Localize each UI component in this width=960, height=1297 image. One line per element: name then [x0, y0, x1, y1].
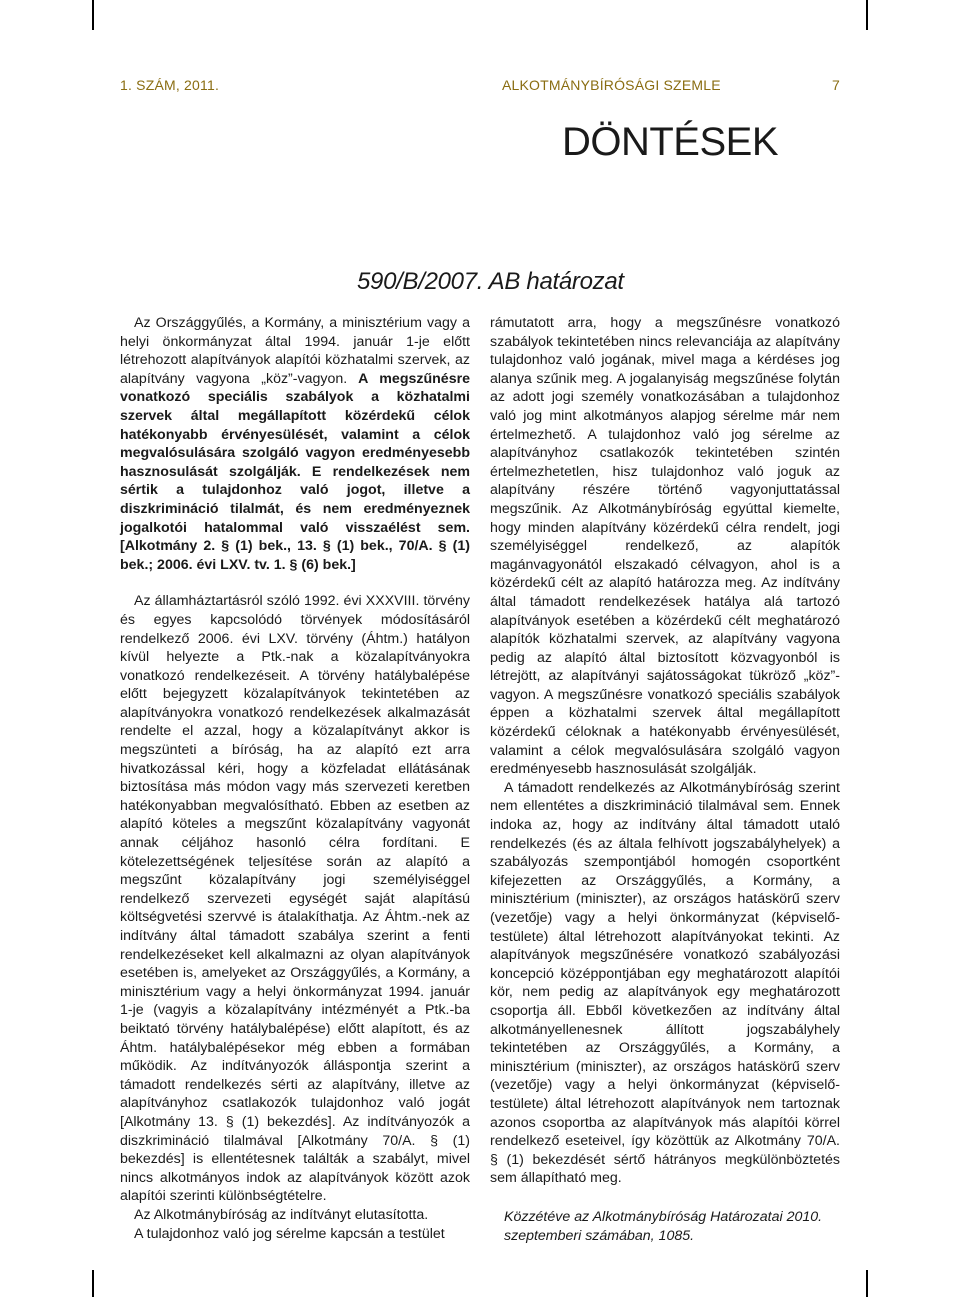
body-paragraph: Az Alkotmánybíróság az indítványt elutasította.: [134, 1206, 429, 1223]
crop-mark-bottom-right: [866, 1270, 868, 1297]
journal-name: ALKOTMÁNYBÍRÓSÁGI SZEMLE: [502, 77, 721, 93]
summary-intro: Az Országgyűlés, a Kormány, a minisztérium vagy a helyi önkormányzat által 1994. január 1-je előtt létrehozott alapítványok alapítói közhatalmi szervek, az alapítvány vagyona „köz”-vagyon.: [120, 315, 470, 387]
body-paragraph: rámutatott arra, hogy a megszűnésre vonatkozó szabályok tekintetében nincs relevanciája az alapítvány tulajdonhoz való jogának, mivel maga a kérdéses jog alanya szűnik meg. A jogalanyiság megszűnése folytán az adott jogi személy vonatkozásában a tulajdonhoz való jog mint alkotmányos alapjog sérelme már nem értelmezhető. A tulajdonhoz való jog sérelme az alapítványhoz csatlakozók tekintetében szintén értelmezhetetlen, hisz tulajdonhoz való joguk az alapítvány részére történő vagyonjuttatással megszűnik. Az Alkotmánybíróság egyúttal kiemelte, hogy minden alapítvány közérdekű célra rendelt, jogi személyiséggel rendelkező, az alapítók magánvagyonától elszakadó célvagyon, ahol is a közérdekű célt az alapító határozza meg. Az indítvány által támadott rendelkezések hatálya alá tartozó alapítványok esetében a közérdekű célt meghatározó alapítók közhatalmi szervek, az alapítvány vagyona pedig az alapító által biztosított közvagyonból is létrejött, az alapítványi sajátosságokat tükröző „köz”-vagyon. A megszűnésre vonatkozó speciális szabályok éppen a közhatalmi szervek által megállapított közérdekű céloknak a hatékonyabb érvényesülését, valamint a célok megvalósulására szolgáló vagyon eredményesebb hasznosulását szolgálják.: [490, 315, 840, 778]
crop-mark-top-left: [92, 0, 94, 30]
page-number: 7: [832, 77, 840, 93]
publication-note-line: szeptemberi számában, 1085.: [504, 1227, 695, 1244]
crop-mark-bottom-left: [92, 1270, 94, 1297]
decision-title: 590/B/2007. AB határozat: [357, 268, 624, 295]
body-paragraph: A támadott rendelkezés az Alkotmánybíróság szerint nem ellentétes a diszkrimináció tilalmával sem. Ennek indoka az, hogy az indítvány által támadott utaló rendelkezés (és az általa felhívott jogszabályhelyek) a szabályozás szempontjából homogén csoportként kifejezetten az Országgyűlés, a Kormány, a minisztérium (miniszter), az országos hatáskörű szerv (vezetője) vagy a helyi önkormányzat (képviselő-testülete) által létrehozott alapítványokat tekinti. Az alapítványok megszűnésére vonatkozó szabályozási koncepció középpontjában egy meghatározott alapítói kör, nem pedig az alapítványok egy meghatározott csoportja áll. Ebből következően az indítvány által alkotmányellenesnek állított jogszabályhely tekintetében az Országgyűlés, a Kormány, a minisztérium (miniszter), az országos hatáskörű szerv (vezetője) vagy a helyi önkormányzat (képviselő-testülete) által létrehozott alapítványok nem tartoznak azonos csoportba az alapítványok más alapítói körrel rendelkező eseteivel, így közöttük az Alkotmány 70/A. § (1) bekezdését sértő hátrányos megkülönböztetés sem állapítható meg.: [490, 779, 840, 1187]
running-header: [120, 77, 840, 97]
column-right: [490, 314, 840, 1245]
column-left: [120, 314, 470, 1243]
body-paragraph: Az államháztartásról szóló 1992. évi XXXVIII. törvény és egyes kapcsolódó törvények módosításáról rendelkező 2006. évi LXV. törvény (Áhtm.) hatályon kívül helyezte a Ptk.-nak a közalapítványokra vonatkozó rendelkezéseit. A törvény hatálybalépése előtt bejegyzett közalapítványok tekintetében az alapítványokra vonatkozó rendelkezések alkalmazását rendelte el azzal, hogy a közalapítványt akkor is megszünteti a bíróság, ha az alapító ezt arra hivatkozással kéri, hogy a közfeladat ellátásának biztosítása más módon vagy más szervezeti keretben hatékonyabban megvalósítható. Ebben az esetben az alapító köteles a megszűnt közalapítvány vagyonát annak céljához hasonló célra fordítani. E kötelezettségének teljesítése során az alapító a megszűnt közalapítvány jogi személyiséggel rendelkező szervezeti egységét saját alapítású költségvetési szervvé is átalakíthatja. Az Áhtm.-nek az indítvány által támadott szabálya szerint a fenti rendelkezéseket kell alkalmazni az olyan alapítványok esetében is, amelyeket az Országgyűlés, a Kormány, a minisztérium vagy a helyi önkormányzat 1994. január 1-je (vagyis a közalapítvány intézményét a Ptk.-ba beiktató törvény hatálybalépése) előtt alapított, és az Áhtm. hatálybalépésekor még ebben a formában működik. Az indítványozók álláspontja szerint a támadott rendelkezés sérti az alapítvány, illetve az alapítványhoz csatlakozók tulajdonhoz való jogát [Alkotmány 13. § (1) bekezdés]. Az indítványozók a diszkrimináció tilalmával [Alkotmány 70/A. § (1) bekezdés] is ellentétesnek találták a szabályt, mivel nincs alkotmányos indok az alapítványok között azok alapítói szerinti különbségtételre.: [120, 593, 470, 1205]
decision-summary: [120, 314, 470, 574]
crop-mark-top-right: [866, 0, 868, 30]
body-paragraph: A tulajdonhoz való jog sérelme kapcsán a testület: [134, 1225, 445, 1242]
publication-note: [490, 1208, 840, 1245]
issue-label: 1. SZÁM, 2011.: [120, 77, 220, 93]
publication-note-line: Közzétéve az Alkotmánybíróság Határozatai 2010.: [504, 1208, 823, 1225]
section-title: DÖNTÉSEK: [561, 120, 778, 164]
summary-bold: A megszűnésre vonatkozó speciális szabályok a közhatalmi szervek által megállapított közérdekű célok hatékonyabb érvényesülését, valamint a célok megvalósulására szolgáló vagyon eredményesebb hasznosulását szolgálják. E rendelkezések nem sértik a tulajdonhoz való jogot, illetve a diszkrimináció tilalmát, és nem eredményeznek jogalkotói hatalommal való visszaélést sem. [Alkotmány 2. § (1) bek., 13. § (1) bek., 70/A. § (1) bek.; 2006. évi LXV. tv. 1. § (6) bek.]: [120, 370, 470, 573]
